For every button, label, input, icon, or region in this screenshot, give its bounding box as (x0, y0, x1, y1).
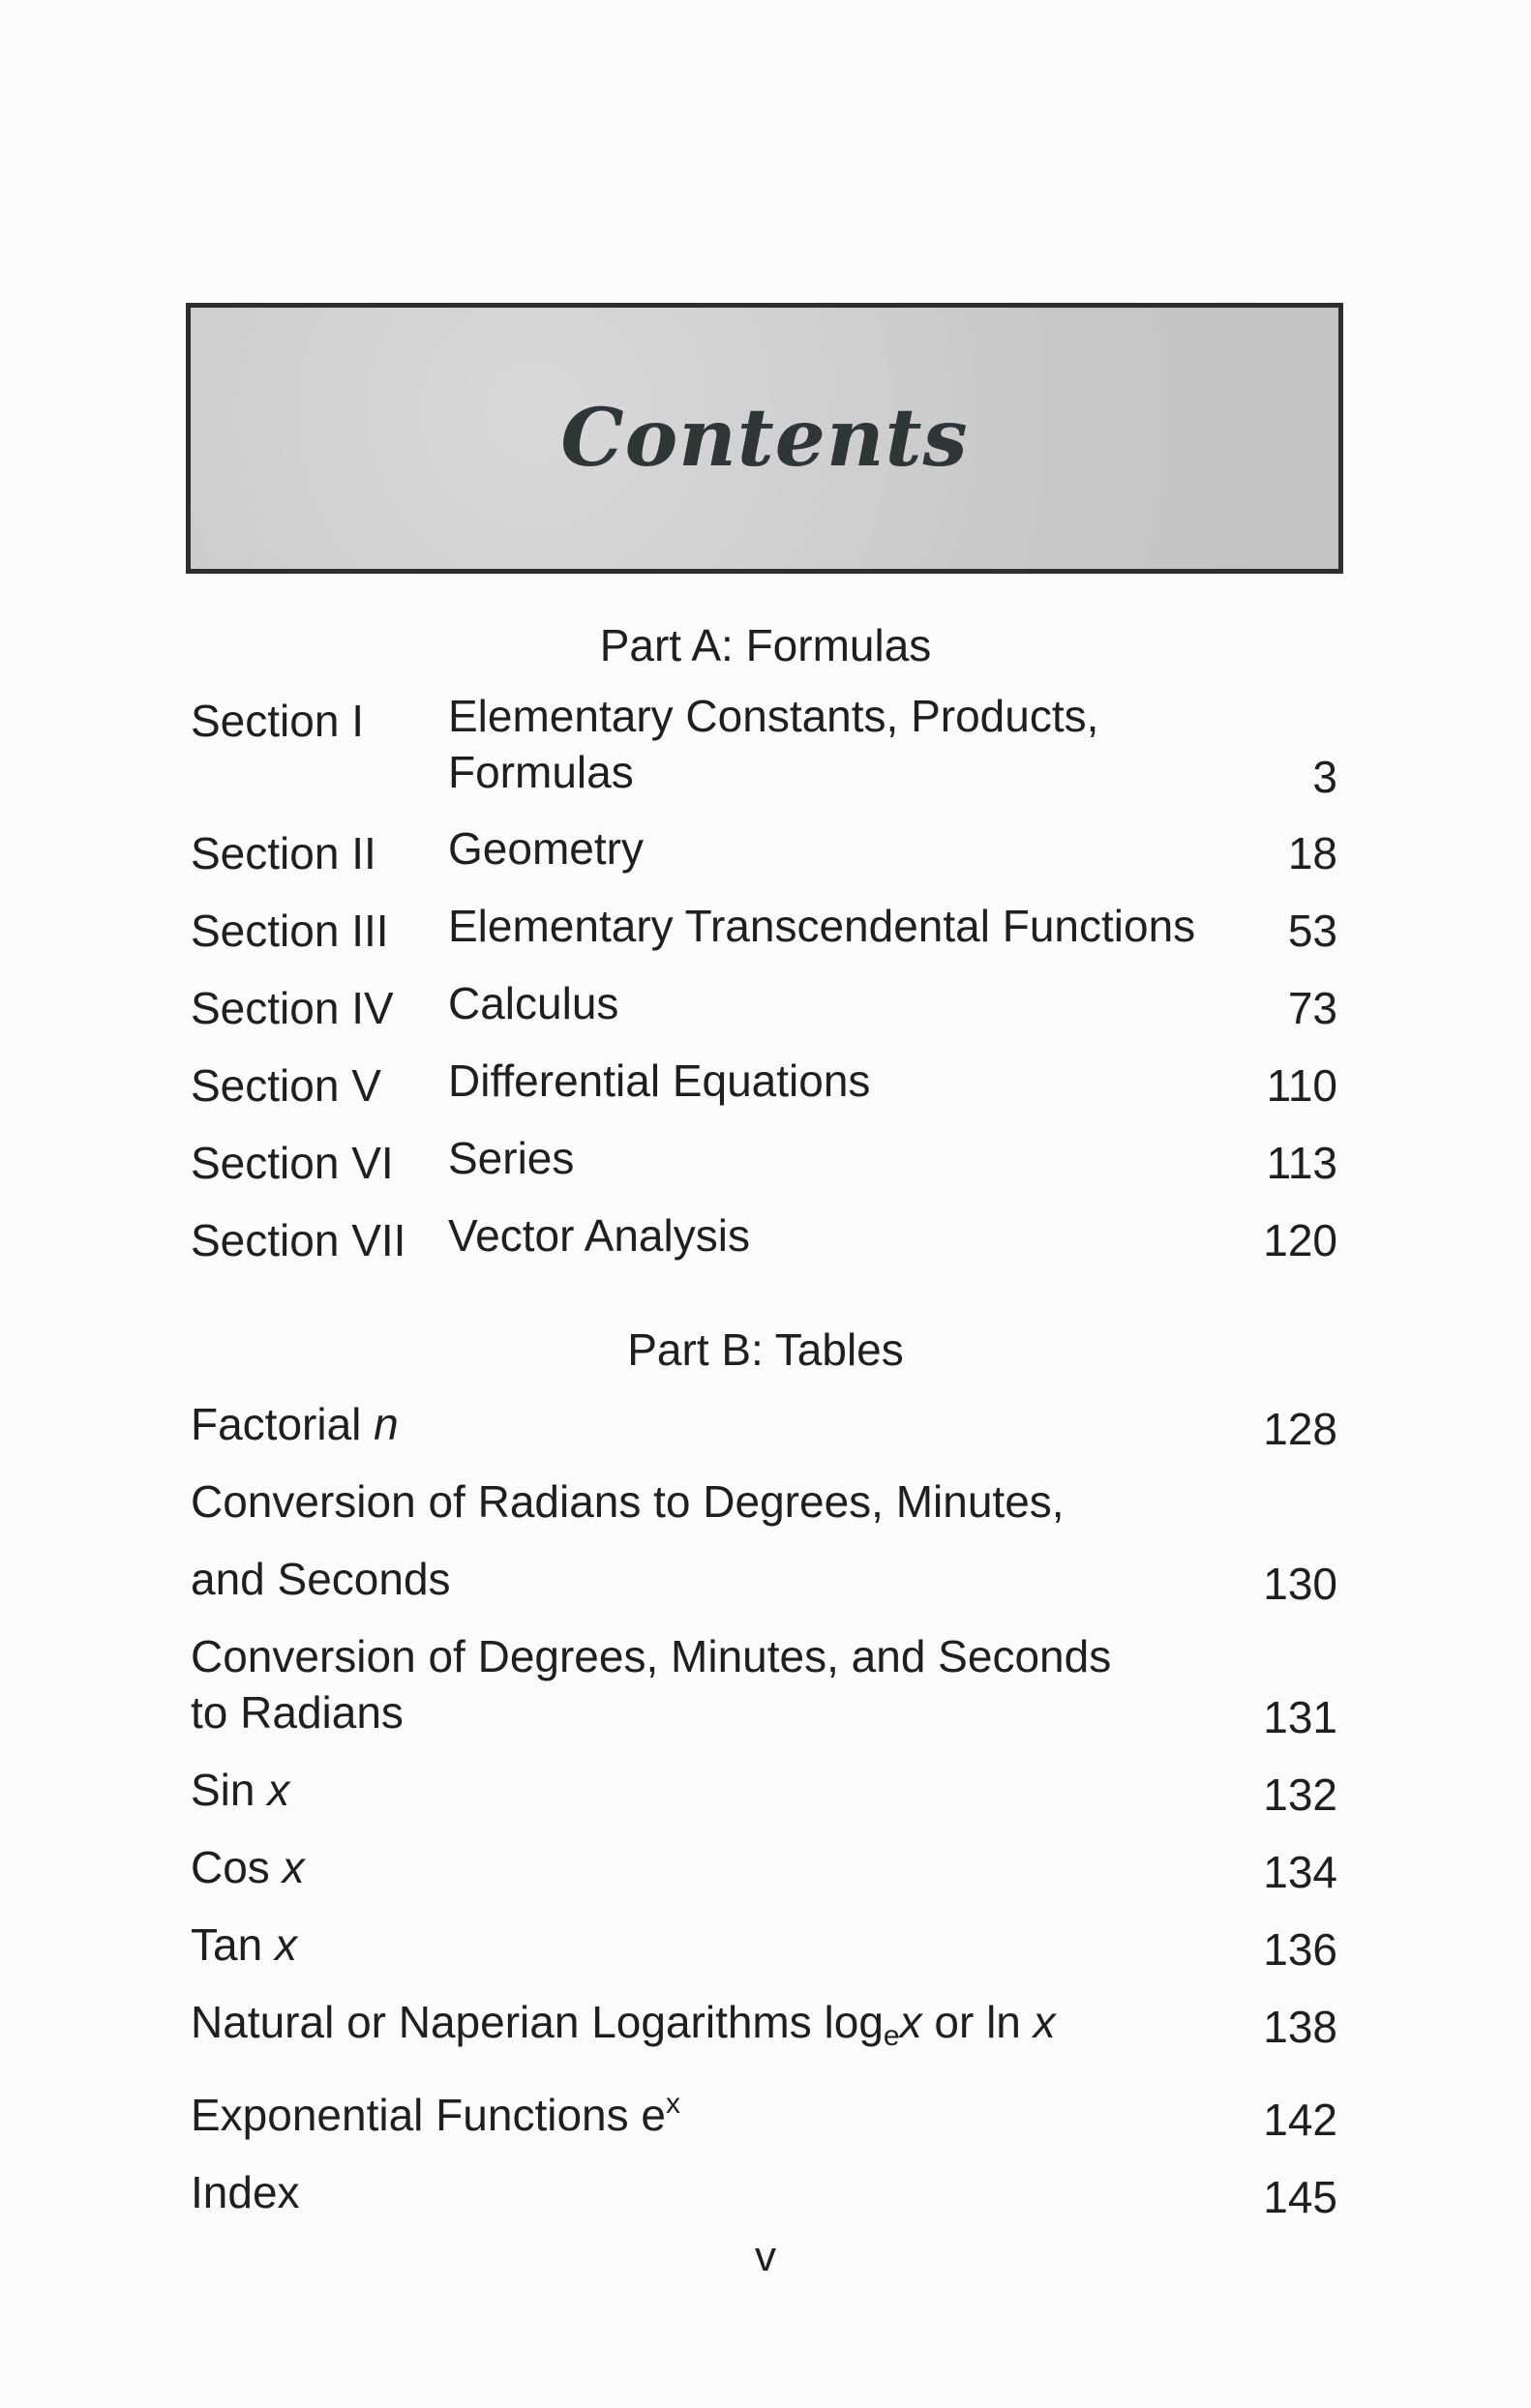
page-number: 142 (1263, 2095, 1337, 2145)
table-title: Conversion of Radians to Degrees, Minutes, (191, 1476, 1065, 1527)
folio-page-number: v (755, 2233, 776, 2280)
page-number: 113 (1266, 1138, 1337, 1188)
page-number: 110 (1266, 1060, 1337, 1111)
page-number: 134 (1263, 1847, 1337, 1897)
section-title: Calculus (448, 978, 619, 1028)
part-a-heading: Part A: Formulas (599, 620, 932, 670)
section-title-continued: Formulas (448, 747, 634, 797)
section-label: Section III (191, 906, 389, 956)
table-title: Conversion of Degrees, Minutes, and Seconds (191, 1631, 1112, 1681)
page-number: 128 (1263, 1404, 1337, 1454)
section-label: Section VII (191, 1215, 406, 1265)
page-number: 131 (1263, 1692, 1337, 1742)
section-title: Elementary Transcendental Functions (448, 901, 1196, 951)
page-number: 3 (1312, 752, 1337, 802)
page-number: 18 (1287, 828, 1337, 878)
part-b-heading: Part B: Tables (627, 1324, 904, 1375)
table-title: Index (191, 2167, 300, 2217)
table-title-continued: to Radians (191, 1687, 404, 1738)
table-title: Sin x (191, 1765, 290, 1815)
page-number: 145 (1263, 2172, 1337, 2222)
page-number: 130 (1263, 1559, 1337, 1609)
page-number: 120 (1263, 1215, 1337, 1265)
section-label: Section V (191, 1060, 381, 1111)
section-label: Section IV (191, 983, 394, 1033)
page-number: 138 (1263, 2002, 1337, 2052)
section-title: Series (448, 1133, 575, 1183)
section-title: Elementary Constants, Products, (448, 691, 1099, 741)
section-title: Vector Analysis (448, 1210, 750, 1261)
table-title: Cos x (191, 1842, 305, 1892)
table-title: Factorial n (191, 1399, 399, 1449)
table-title-continued: and Seconds (191, 1554, 451, 1604)
section-title: Geometry (448, 823, 644, 874)
table-title: Tan x (191, 1919, 297, 1970)
page-number: 132 (1263, 1769, 1337, 1820)
page-number: 73 (1287, 983, 1337, 1033)
page-number: 53 (1287, 906, 1337, 956)
section-label: Section II (191, 828, 376, 878)
section-label: Section VI (191, 1138, 394, 1188)
page-number: 136 (1263, 1924, 1337, 1975)
section-label: Section I (191, 696, 364, 746)
table-title: Natural or Naperian Logarithms $\log_ex$ or ln x (191, 1997, 1056, 2052)
page-title: Contents (560, 392, 969, 485)
title-box (186, 303, 1343, 574)
section-title: Differential Equations (448, 1055, 871, 1106)
table-title: Exponential Functions $e^x$ (191, 2088, 680, 2140)
